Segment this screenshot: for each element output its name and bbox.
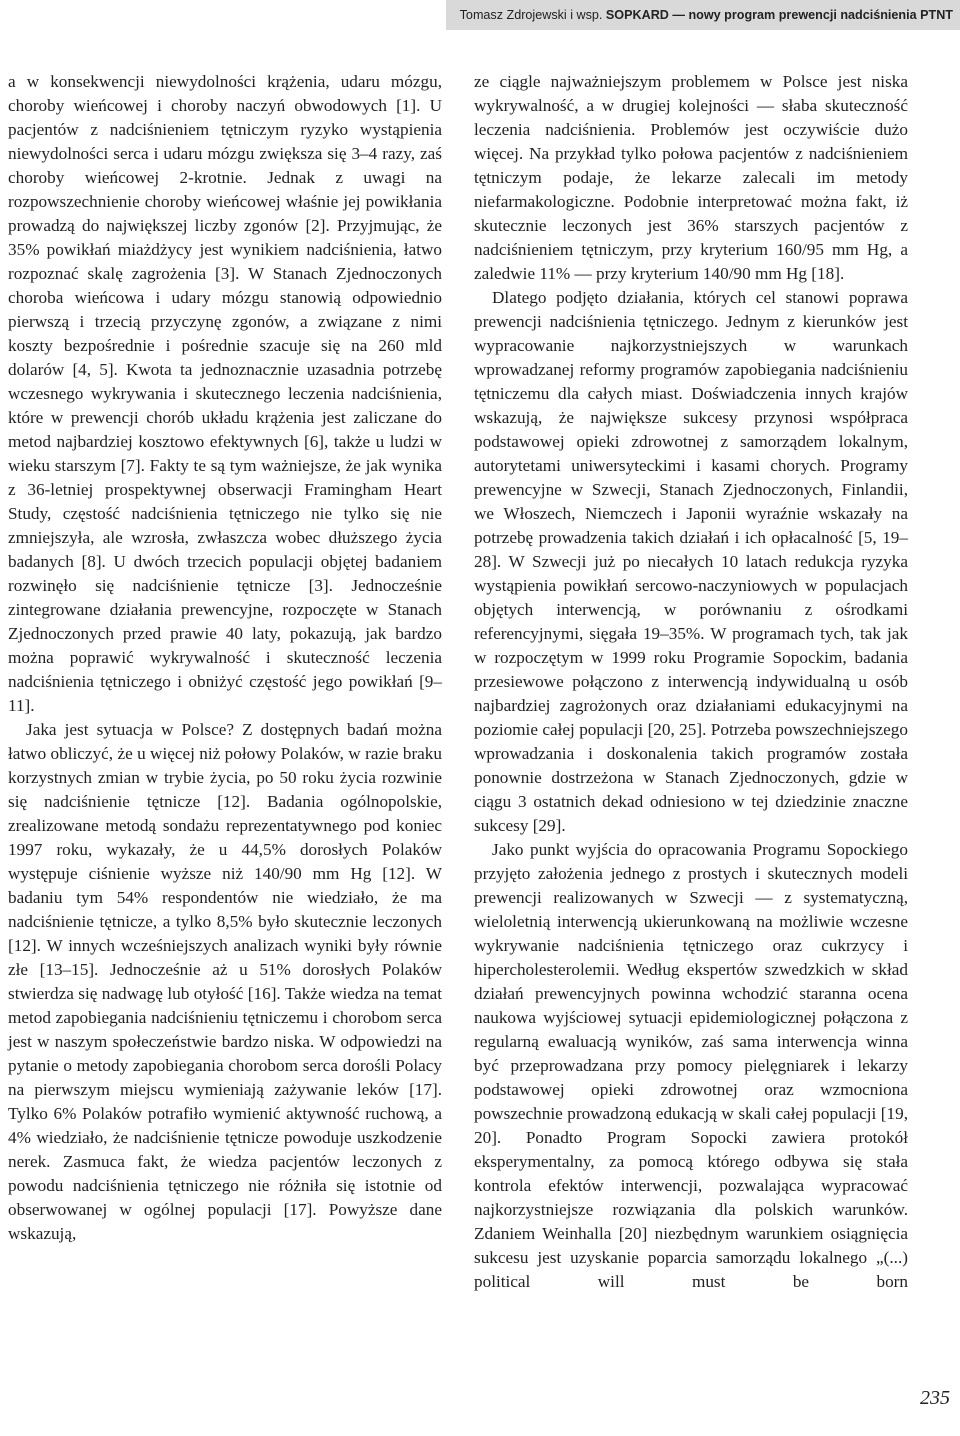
running-header <box>446 0 960 30</box>
header-journal-title: SOPKARD — nowy program prewencji nadciśnienia PTNT <box>605 8 953 22</box>
left-column <box>8 70 442 1246</box>
body-paragraph: Dlatego podjęto działania, których cel stanowi poprawa prewencji nadciśnienia tętniczego. Jednym z kierunków jest wypracowanie najkorzystniejszych w warunkach wprowadzanej reformy programów zapobiegania nadciśnieniu tętniczemu dla całych miast. Doświadczenia innych krajów wskazują, że największe sukcesy przynosi współpraca podstawowej opieki zdrowotnej z samorządem lokalnym, autorytetami uniwersyteckimi i kasami chorych. Programy prewencyjne w Szwecji, Stanach Zjednoczonych, Finlandii, we Włoszech, Niemczech i Japonii wyraźnie wskazały na potrzebę prowadzenia takich działań i ich opłacalność [5, 19–28]. W Szwecji już po niecałych 10 latach redukcja ryzyka wystąpienia powikłań sercowo-naczyniowych w populacjach objętych interwencją, w porównaniu z ośrodkami referencyjnymi, sięgała 19–35%. W programach tych, tak jak w rozpoczętym w 1999 roku Programie Sopockim, badania przesiewowe połączono z interwencją indywidualną u osób najbardziej zagrożonych oraz działaniami edukacyjnymi na poziomie całej populacji [20, 25]. Potrzeba powszechniejszego wprowadzania i doskonalenia takich programów została ponownie dostrzeżona w Stanach Zjednoczonych, gdzie w ciągu 3 ostatnich dekad odniesiono w tej dziedzinie znaczne sukcesy [29]. <box>474 288 908 835</box>
body-paragraph: a w konsekwencji niewydolności krążenia, udaru mózgu, choroby wieńcowej i choroby naczyń obwodowych [1]. U pacjentów z nadciśnieniem tętniczym ryzyko wystąpienia niewydolności serca i udaru mózgu zwiększa się 3–4 razy, zaś choroby wieńcowej 2-krotnie. Jednak z uwagi na rozpowszechnienie choroby wieńcowej właśnie jej powikłania prowadzą do największej liczby zgonów [2]. Przyjmując, że 35% powikłań miażdżycy jest wynikiem nadciśnienia, łatwo rozpoznać skalę zagrożenia [3]. W Stanach Zjednoczonych choroba wieńcowa i udary mózgu stanowią odpowiednio pierwszą i trzecią przyczynę zgonów, a związane z nimi koszty bezpośrednie i pośrednie szacuje się na 260 mld dolarów [4, 5]. Kwota ta jednoznacznie uzasadnia potrzebę wczesnego wykrywania i skutecznego leczenia nadciśnienia, które w prewencji chorób układu krążenia jest zaliczane do metod najbardziej kosztowo efektywnych [6], także u ludzi w wieku starszym [7]. Fakty te są tym ważniejsze, że jak wynika z 36-letniej prospektywnej obserwacji Framingham Heart Study, częstość nadciśnienia tętniczego nie tylko się nie zmniejszyła, ale wzrosła, zwłaszcza wobec dłuższego życia badanych [8]. U dwóch trzecich populacji objętej badaniem rozwinęło się nadciśnienie tętnicze [3]. Jednocześnie zintegrowane działania prewencyjne, rozpoczęte w Stanach Zjednoczonych przed prawie 40 laty, pokazują, jak bardzo można poprawić wykrywalność i skuteczność leczenia nadciśnienia tętniczego i obniżyć częstość jego powikłań [9–11]. <box>8 72 442 715</box>
body-paragraph: ze ciągle najważniejszym problemem w Polsce jest niska wykrywalność, a w drugiej kolejności — słaba skuteczność leczenia nadciśnienia. Problemów jest oczywiście dużo więcej. Na przykład tylko połowa pacjentów z nadciśnieniem tętniczym podaje, że lekarze zalecali im metody niefarmakologiczne. Podobnie interpretować można fakt, iż skutecznie leczonych jest 36% starszych pacjentów z nadciśnieniem tętniczym, przy kryterium 160/95 mm Hg, a zaledwie 11% — przy kryterium 140/90 mm Hg [18]. <box>474 72 908 283</box>
header-authors: Tomasz Zdrojewski i wsp. <box>459 8 603 22</box>
right-column <box>474 70 908 1294</box>
page-number: 235 <box>920 1387 950 1409</box>
body-paragraph: Jako punkt wyjścia do opracowania Programu Sopockiego przyjęto założenia jednego z prostych i skutecznych modeli prewencji realizowanych w Szwecji — z systematyczną, wieloletnią interwencją ukierunkowaną na możliwie wczesne wykrywanie nadciśnienia tętniczego oraz cukrzycy i hipercholesterolemii. Według ekspertów szwedzkich w skład działań prewencyjnych powinna wchodzić staranna ocena naukowa wyjściowej sytuacji epidemiologicznej połączona z regularną ewaluacją wyników, zaś sama interwencja winna być przeprowadzana przy pomocy pielęgniarek i lekarzy podstawowej opieki zdrowotnej oraz wzmocniona powszechnie prowadzoną edukacją w skali całej populacji [19, 20]. Ponadto Program Sopocki zawiera protokół eksperymentalny, za pomocą którego odbywa się stała kontrola efektów interwencji, pozwalająca wypracować najkorzystniejsze rozwiązania dla polskich warunków. Zdaniem Weinhalla [20] niezbędnym warunkiem osiągnięcia sukcesu jest uzyskanie poparcia samorządu lokalnego „(...) political will must be born <box>474 840 908 1291</box>
body-paragraph: Jaka jest sytuacja w Polsce? Z dostępnych badań można łatwo obliczyć, że u więcej niż połowy Polaków, w razie braku korzystnych zmian w trybie życia, po 50 roku życia rozwinie się nadciśnienie tętnicze [12]. Badania ogólnopolskie, zrealizowane metodą sondażu reprezentatywnego pod koniec 1997 roku, wykazały, że u 44,5% dorosłych Polaków występuje ciśnienie wyższe niż 140/90 mm Hg [12]. W badaniu tym 54% respondentów nie wiedziało, że ma nadciśnienie tętnicze, a tylko 8,5% było skutecznie leczonych [12]. W innych wcześniejszych analizach wyniki były równie złe [13–15]. Jednocześnie aż u 51% dorosłych Polaków stwierdza się nadwagę lub otyłość [16]. Także wiedza na temat metod zapobiegania nadciśnieniu tętniczemu i chorobom serca jest w naszym społeczeństwie bardzo niska. W odpowiedzi na pytanie o metody zapobiegania chorobom serca dorośli Polacy na pierwszym miejscu wymieniają zażywanie leków [17]. Tylko 6% Polaków potrafiło wymienić aktywność ruchową, a 4% wiedziało, że nadciśnienie tętnicze powoduje uszkodzenie nerek. Zasmuca fakt, że wiedza pacjentów leczonych z powodu nadciśnienia tętniczego nie różniła się istotnie od obserwowanej w ogólnej populacji [17]. Powyższe dane wskazują, <box>8 720 442 1243</box>
